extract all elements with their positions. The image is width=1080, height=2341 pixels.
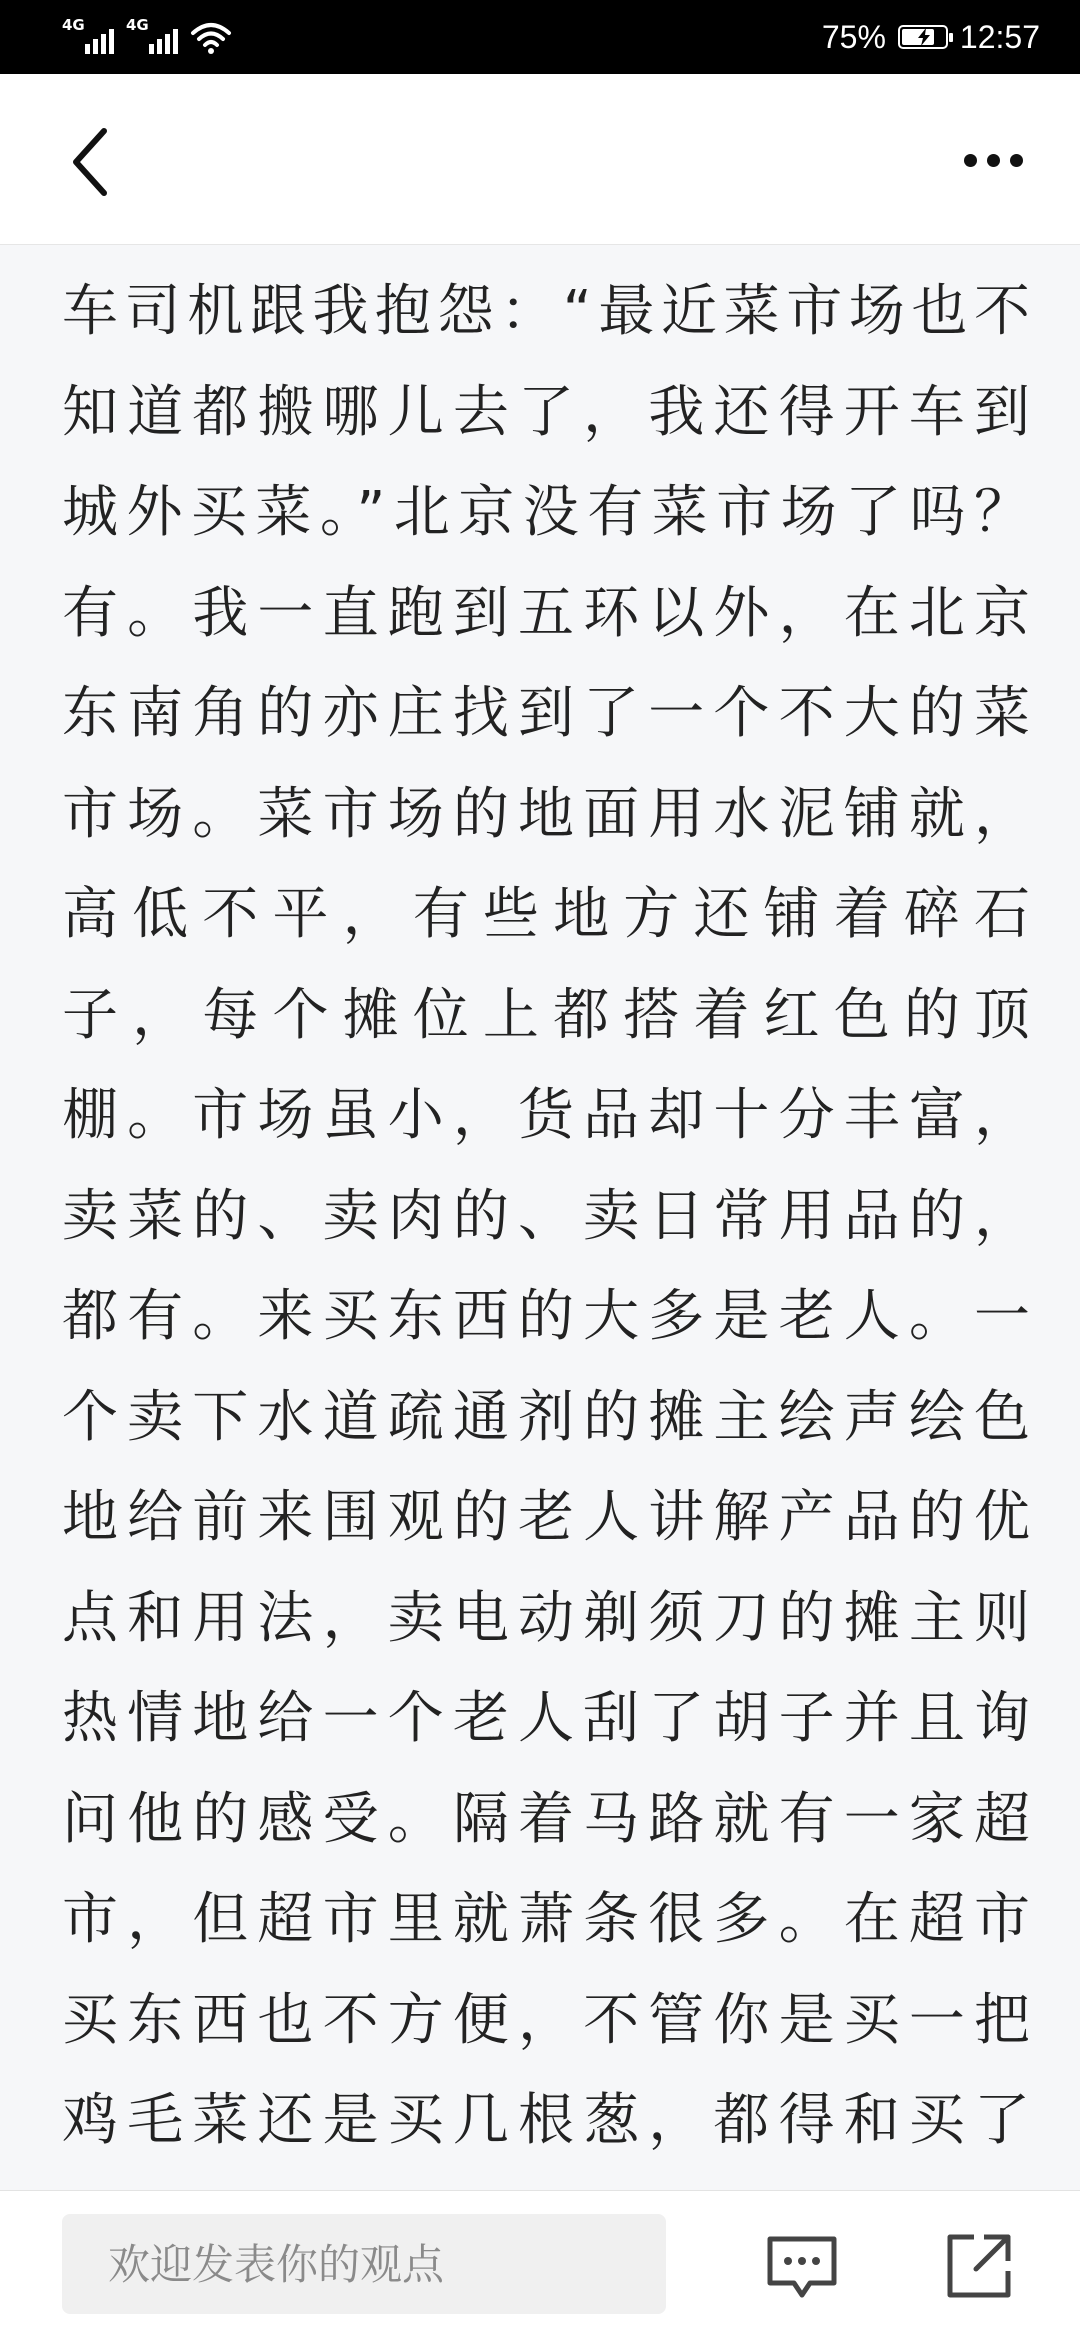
article-line: 城外买菜。”北京没有菜市场了吗？ (62, 480, 1032, 545)
app-header (0, 74, 1080, 245)
article-line: 子，每个摊位上都搭着红色的顶 (62, 982, 1032, 1048)
comment-icon[interactable] (764, 2233, 840, 2303)
back-button[interactable] (60, 122, 120, 202)
chevron-left-icon (70, 127, 110, 197)
more-dots-icon (964, 154, 977, 167)
article-line: 市场。菜市场的地面用水泥铺就， (62, 781, 1032, 847)
article-line: 卖菜的、卖肉的、卖日常用品的， (62, 1183, 1032, 1249)
article-line: 点和用法，卖电动剃须刀的摊主则 (62, 1585, 1032, 1651)
battery-percent: 75% (821, 18, 886, 55)
article-line: 知道都搬哪儿去了，我还得开车到 (62, 379, 1032, 445)
article-line: 车司机跟我抱怨：“最近菜市场也不 (62, 279, 1032, 344)
article-line: 棚。市场虽小，货品却十分丰富， (62, 1083, 1032, 1148)
clock: 12:57 (959, 18, 1040, 55)
battery-charging-icon (898, 25, 948, 49)
signal-type-label: 4G (126, 16, 149, 34)
article-line: 热情地给一个老人刮了胡子并且询 (62, 1686, 1032, 1751)
more-options-button[interactable] (948, 130, 1038, 190)
article-line: 买东西也不方便，不管你是买一把 (62, 1987, 1032, 2053)
more-dots-icon (1010, 154, 1023, 167)
status-bar (0, 0, 1080, 74)
article-line: 市，但超市里就萧条很多。在超市 (62, 1887, 1032, 1952)
signal-icon (126, 16, 178, 56)
article-line: 高低不平，有些地方还铺着碎石 (62, 882, 1032, 947)
status-right (822, 0, 1040, 74)
charging-bolt-icon (912, 27, 936, 47)
article-line: 东南角的亦庄找到了一个不大的菜 (62, 681, 1032, 746)
article-body (62, 262, 1032, 2172)
article-line: 有。我一直跑到五环以外，在北京 (62, 580, 1032, 646)
bottom-bar (0, 2190, 1080, 2341)
article-line: 鸡毛菜还是买几根葱，都得和买了 (62, 2088, 1032, 2153)
article-line: 问他的感受。隔着马路就有一家超 (62, 1786, 1032, 1852)
status-left (62, 16, 232, 56)
article-line: 都有。来买东西的大多是老人。一 (62, 1284, 1032, 1349)
signal-type-label: 4G (62, 16, 85, 34)
comment-input[interactable] (62, 2214, 666, 2314)
more-dots-icon (987, 154, 1000, 167)
signal-icon (62, 16, 114, 56)
article-line: 地给前来围观的老人讲解产品的优 (62, 1485, 1032, 1550)
share-icon[interactable] (944, 2231, 1014, 2301)
article-line: 个卖下水道疏通剂的摊主绘声绘色 (62, 1384, 1032, 1450)
wifi-icon (190, 20, 232, 56)
